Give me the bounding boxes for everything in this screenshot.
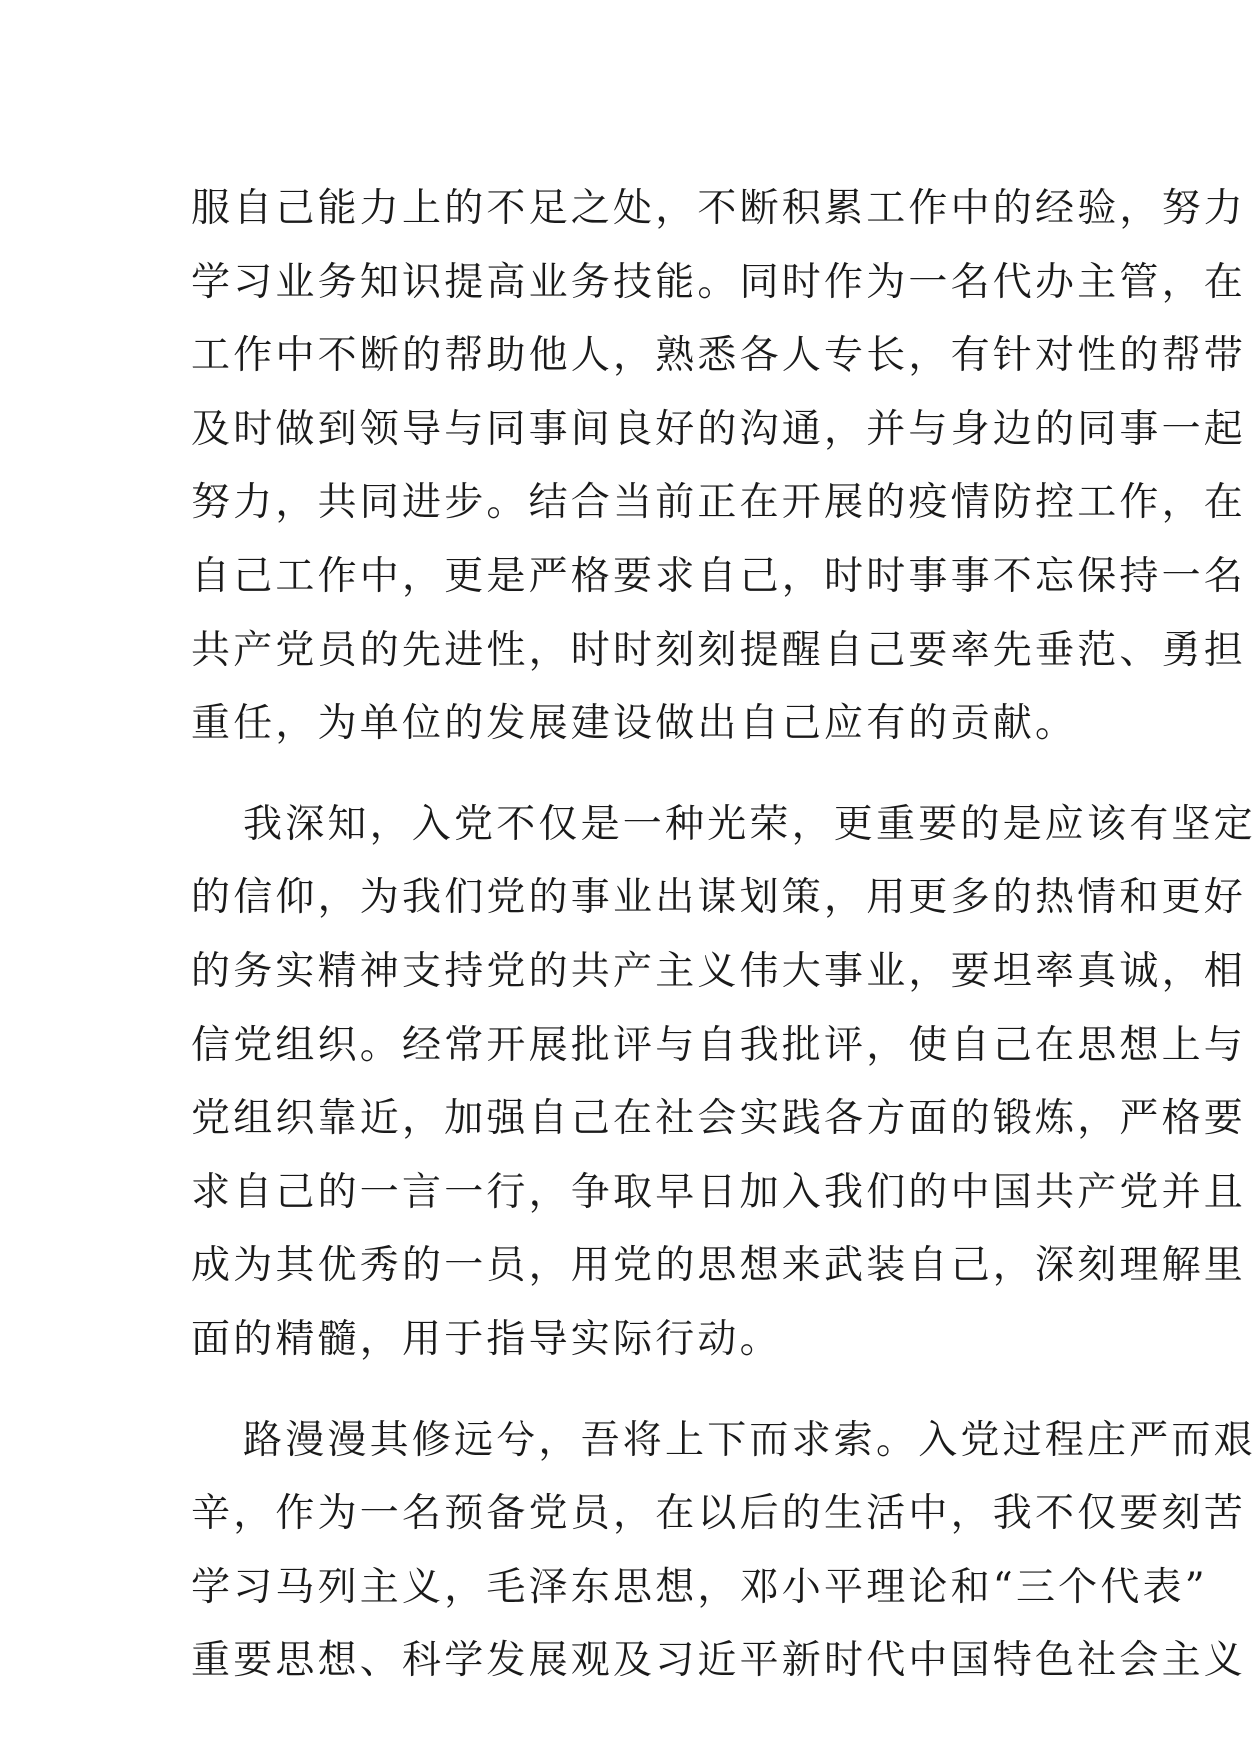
text-line: 党组织靠近，加强自己在社会实践各方面的锻炼，严格要 [191,1096,1247,1142]
text-line: 面的精髓，用于指导实际行动。 [191,1316,782,1362]
text-line: 辛，作为一名预备党员，在以后的生活中，我不仅要刻苦 [191,1491,1247,1537]
text-line: 自己工作中，更是严格要求自己，时时事事不忘保持一名 [191,553,1247,599]
text-line: 求自己的一言一行，争取早日加入我们的中国共产党并且 [191,1169,1247,1215]
paragraph [191,172,1247,761]
text-line: 的信仰，为我们党的事业出谋划策，用更多的热情和更好 [191,875,1247,921]
text-line: 重要思想、科学发展观及习近平新时代中国特色社会主义 [191,1638,1247,1684]
text-line: 我深知，入党不仅是一种光荣，更重要的是应该有坚定 [243,801,1256,847]
paragraph-spacing [191,761,1056,788]
document-body [191,172,1256,1698]
paragraph-spacing [191,1377,1056,1404]
paragraph [191,1404,1256,1698]
text-line: 学习业务知识提高业务技能。同时作为一名代办主管，在 [191,259,1247,305]
text-line: 重任，为单位的发展建设做出自己应有的贡献。 [191,701,1078,747]
text-line: 路漫漫其修远兮，吾将上下而求索。入党过程庄严而艰 [243,1417,1256,1463]
text-line: 工作中不断的帮助他人，熟悉各人专长，有针对性的帮带 [191,333,1247,379]
text-line: 信党组织。经常开展批评与自我批评，使自己在思想上与 [191,1022,1247,1068]
paragraph [191,788,1256,1377]
text-line: 努力，共同进步。结合当前正在开展的疫情防控工作，在 [191,480,1247,526]
text-line: 及时做到领导与同事间良好的沟通，并与身边的同事一起 [191,406,1247,452]
text-line: 服自己能力上的不足之处，不断积累工作中的经验，努力 [191,186,1247,231]
text-line: 学习马列主义，毛泽东思想，邓小平理论和“三个代表” [191,1564,1208,1610]
text-line: 的务实精神支持党的共产主义伟大事业，要坦率真诚，相 [191,948,1247,994]
text-line: 成为其优秀的一员，用党的思想来武装自己，深刻理解里 [191,1243,1247,1289]
text-line: 共产党员的先进性，时时刻刻提醒自己要率先垂范、勇担 [191,627,1247,673]
